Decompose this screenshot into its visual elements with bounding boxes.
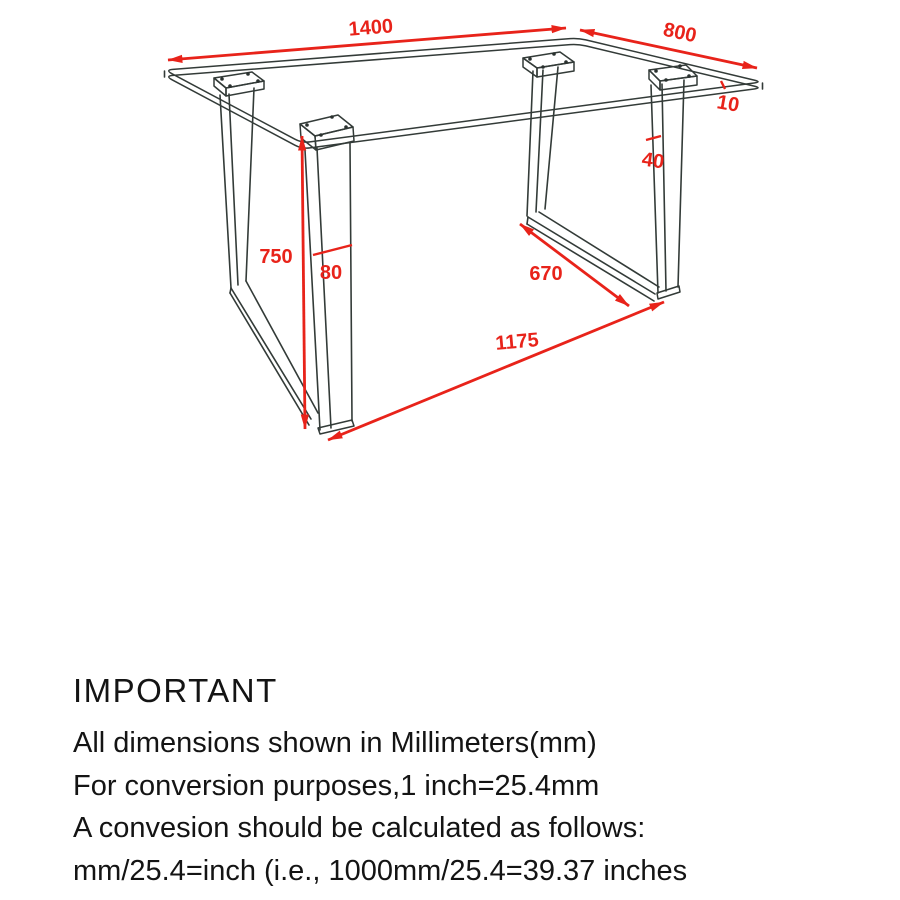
dim-800 <box>580 19 757 68</box>
leg-post-right-right <box>651 80 684 299</box>
dim-40-label: 40 <box>640 148 666 174</box>
dim-80 <box>313 245 352 284</box>
dim-1400-label: 1400 <box>347 15 394 41</box>
dim-750-label: 750 <box>259 246 293 268</box>
leg-post-left-rear <box>220 88 254 288</box>
mounting-plate-left-rear <box>214 72 264 96</box>
dim-1175-label: 1175 <box>494 329 540 355</box>
dim-750 <box>259 136 305 429</box>
dim-1175 <box>328 302 664 440</box>
dim-800-label: 800 <box>661 18 699 48</box>
dim-1400 <box>168 15 566 60</box>
dim-10-label: 10 <box>715 91 741 117</box>
note-line-conversion-factor: For conversion purposes,1 inch=25.4mm <box>73 769 600 802</box>
mounting-plate-left-front <box>300 115 354 150</box>
leg-post-left-front <box>305 143 354 434</box>
leg-post-right-left <box>527 67 558 216</box>
dim-670-label: 670 <box>529 263 563 285</box>
notes-title: IMPORTANT <box>73 672 278 709</box>
note-line-conversion-example: mm/25.4=inch (i.e., 1000mm/25.4=39.37 inches <box>73 854 688 887</box>
dim-670 <box>520 224 629 306</box>
mounting-plate-right-left <box>523 52 574 77</box>
leg-runner-right <box>527 212 659 301</box>
mounting-plate-right-right <box>649 64 697 90</box>
note-line-conversion-rule: A convesion should be calculated as follows: <box>73 812 646 844</box>
dim-80-label: 80 <box>319 262 343 284</box>
notes-block <box>73 672 873 892</box>
note-line-units: All dimensions shown in Millimeters(mm) <box>73 727 597 759</box>
